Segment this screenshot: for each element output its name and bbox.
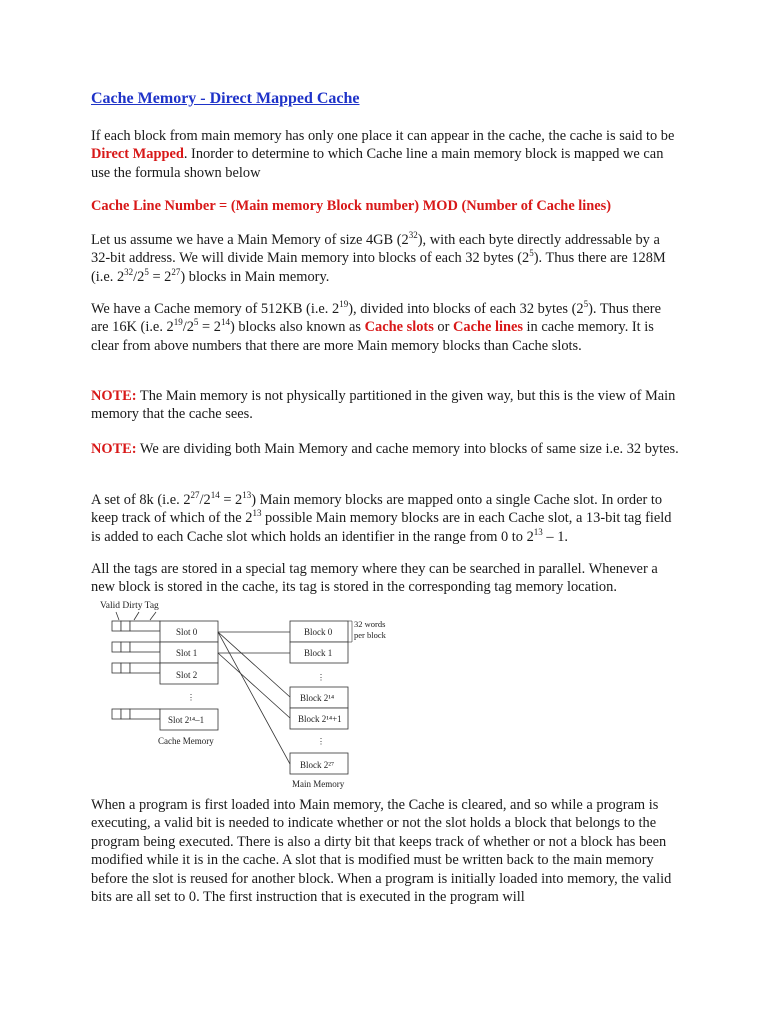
block-note-line1: 32 words <box>354 619 386 629</box>
block-label: Block 2¹⁴ <box>300 693 335 703</box>
block-label: Block 1 <box>304 648 333 658</box>
superscript: 32 <box>124 267 134 278</box>
text: ) blocks in Main memory. <box>180 268 330 285</box>
superscript: 32 <box>408 230 418 241</box>
cache-slot-row <box>112 621 218 642</box>
term-cache-lines: Cache lines <box>452 319 523 336</box>
paragraph-main-memory <box>91 231 681 286</box>
superscript: 14 <box>210 490 220 501</box>
block-label: Block 0 <box>304 627 333 637</box>
page-title: Cache Memory - Direct Mapped Cache <box>91 90 360 107</box>
text: We have a Cache memory of 512KB (i.e. 2 <box>91 301 340 317</box>
paragraph-intro <box>91 127 681 182</box>
superscript: 19 <box>173 317 183 328</box>
text: ), divided into blocks of each 32 bytes (2 <box>348 301 584 317</box>
superscript: 5 <box>193 317 199 328</box>
text: ) blocks also known as <box>229 319 365 336</box>
slot-label: Slot 1 <box>176 648 198 658</box>
text: ). Thus there are 128M (i.e. 2 <box>91 250 666 285</box>
main-memory-label: Main Memory <box>292 779 345 789</box>
text: The Main memory is not physically partitioned in the given way, but this is the view of Main memory that the cache sees. <box>91 388 676 423</box>
note-partition <box>91 387 681 424</box>
note-label: NOTE: <box>91 388 137 404</box>
paragraph-tag-memory: All the tags are stored in a special tag memory where they can be searched in parallel. Whenever a new block is stored in the cache, its tag is stored in the corresponding tag memory location. <box>91 561 658 596</box>
text: . Inorder to determine to which Cache line a main memory block is mapped we can use the formula shown below <box>91 146 664 181</box>
block-label: Block 2¹⁴+1 <box>298 714 342 724</box>
note-label: NOTE: <box>91 441 137 457</box>
superscript: 5 <box>583 299 589 310</box>
slot-label: Slot 0 <box>176 627 198 637</box>
text: in cache memory. It is clear from above numbers that there are more Main memory blocks than Cache slots. <box>91 319 654 354</box>
cache-slot-row <box>112 709 218 730</box>
ellipsis-dots: ⋮ <box>317 737 325 746</box>
block-label: Block 2²⁷ <box>300 760 335 770</box>
formula-line: Cache Line Number = (Main memory Block number) MOD (Number of Cache lines) <box>91 198 612 214</box>
slot-label: Slot 2 <box>176 670 198 680</box>
superscript: 13 <box>252 508 262 519</box>
slot-label: Slot 2¹⁴–1 <box>168 715 205 725</box>
text: – 1. <box>542 528 568 545</box>
direct-mapped-cache-diagram <box>96 596 396 796</box>
superscript: 27 <box>171 267 181 278</box>
text: possible Main memory blocks are in each Cache slot, a 13-bit tag field is added to each Cache slot which holds an identifier in the range from 0 to 2 <box>91 510 672 545</box>
text: A set of 8k (i.e. 2 <box>91 492 191 508</box>
superscript: 5 <box>529 248 534 259</box>
paragraph-cache-memory <box>91 300 681 355</box>
text: or <box>433 319 453 336</box>
text: = 2 <box>198 319 221 336</box>
diagram-header: Valid Dirty Tag <box>100 601 159 611</box>
cache-slot-row <box>112 642 218 663</box>
term-direct-mapped: Direct Mapped <box>91 146 184 163</box>
superscript: 13 <box>533 527 543 538</box>
superscript: 13 <box>242 490 252 501</box>
text: /2 <box>182 319 194 336</box>
paragraph-valid-dirty-bits: When a program is first loaded into Main memory, the Cache is cleared, and so while a program is executing, a valid bit is needed to indicate whether or not the slot holds a block that belongs to the program being executed. There is also a dirty bit that keeps track of whether or not a block has been modified while it is in the cache. A slot that is modified must be written back to the main memory before the slot is reused for another block. When a program is initially loaded into memory, the valid bits are all set to 0. The first instruction that is executed in the program will <box>91 797 672 906</box>
text: Let us assume we have a Main Memory of size 4GB (2 <box>91 232 409 248</box>
paragraph-tag-field <box>91 491 681 546</box>
cache-memory-label: Cache Memory <box>158 736 214 746</box>
text: We are dividing both Main Memory and cache memory into blocks of same size i.e. 32 bytes. <box>136 441 679 457</box>
superscript: 27 <box>190 490 200 501</box>
note-block-size <box>91 440 681 458</box>
text: ) Main memory blocks are mapped onto a single Cache slot. In order to keep track of which of the 2 <box>91 492 663 527</box>
ellipsis-dots: ⋮ <box>317 673 325 682</box>
block-note-line2: per block <box>354 630 386 640</box>
text: /2 <box>199 492 211 508</box>
superscript: 5 <box>144 267 149 278</box>
text: /2 <box>133 268 145 285</box>
superscript: 14 <box>220 317 230 328</box>
text: = 2 <box>219 492 243 508</box>
text: = 2 <box>148 268 172 285</box>
text: ). Thus there are 16K (i.e. 2 <box>91 301 661 336</box>
text: ), with each byte directly addressable by a 32-bit address. We will divide Main memory into blocks of each 32 bytes (2 <box>91 232 660 267</box>
term-cache-slots: Cache slots <box>364 319 434 336</box>
superscript: 19 <box>339 299 349 310</box>
cache-slot-row <box>112 663 218 684</box>
ellipsis-dots: ⋮ <box>187 693 195 702</box>
text: If each block from main memory has only one place it can appear in the cache, the cache is said to be <box>91 128 675 144</box>
